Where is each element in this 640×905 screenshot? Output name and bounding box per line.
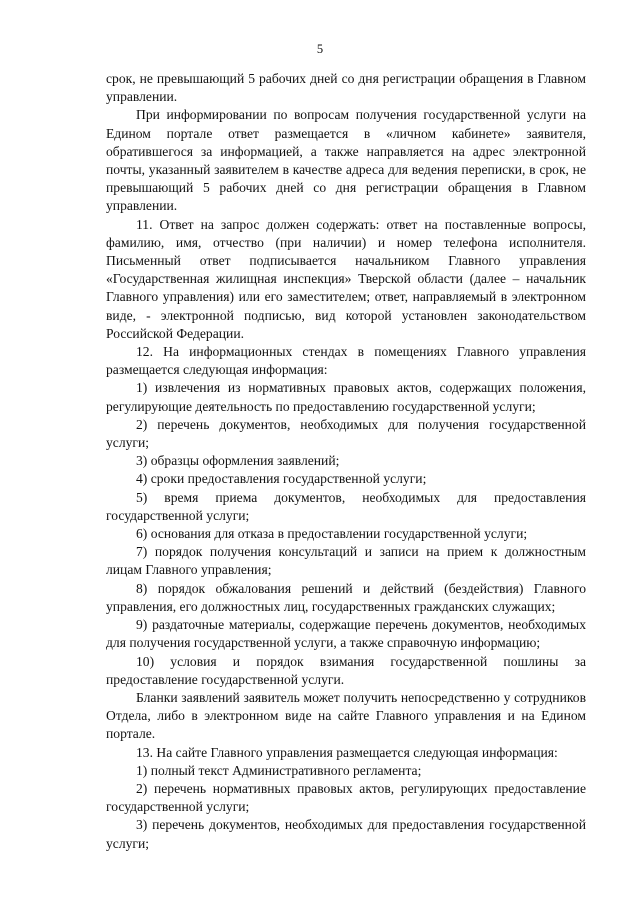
list-item: 8) порядок обжалования решений и действий (бездействия) Главного управления, его должностных лиц, государственных гражданских служащих;: [106, 580, 586, 614]
paragraph-11: 11. Ответ на запрос должен содержать: ответ на поставленные вопросы, фамилию, имя, отчество (при наличии) и номер телефона исполнителя. Письменный ответ подписывается начальником Главного управления «Государственная жилищная инспекция» Тверской области (далее – начальник Главного управления) или его заместителем; ответ, направляемый в электронном виде, - электронной подписью, вид которой установлен законодательством Российской Федерации.: [106, 216, 586, 341]
list-item: 1) извлечения из нормативных правовых актов, содержащих положения, регулирующие деятельность по предоставлению государственной услуги;: [106, 380, 586, 414]
list-item: 4) сроки предоставления государственной услуги;: [136, 471, 427, 487]
page-number: 5: [316, 42, 324, 56]
paragraph-forms: Бланки заявлений заявитель может получить непосредственно у сотрудников Отдела, либо в электронном виде на сайте Главного управления и на Едином портале.: [106, 689, 586, 742]
list-item: 2) перечень документов, необходимых для получения государственной услуги;: [106, 416, 586, 451]
list-item: 3) перечень документов, необходимых для предоставления государственной услуги;: [106, 817, 586, 851]
paragraph-continuation: срок, не превышающий 5 рабочих дней со дня регистрации обращения в Главном управлении.: [106, 71, 586, 105]
list-item: 2) перечень нормативных правовых актов, регулирующих предоставление государственной услуги;: [106, 780, 586, 815]
list-item: 5) время приема документов, необходимых для предоставления государственной услуги;: [106, 489, 586, 523]
list-item: 3) образцы оформления заявлений;: [136, 453, 340, 469]
list-item: 6) основания для отказа в предоставлении государственной услуги;: [136, 526, 528, 542]
list-item: 7) порядок получения консультаций и записи на прием к должностным лицам Главного управления;: [106, 544, 586, 578]
paragraph-portal-info: При информировании по вопросам получения государственной услуги на Едином портале ответ размещается в «личном кабинете» заявителя, обратившегося за информацией, а также направляется на адрес электронной почты, указанный заявителем в качестве адреса для ведения переписки, в срок, не превышающий 5 рабочих дней со дня регистрации обращения в Главном управлении.: [106, 107, 586, 214]
list-item: 9) раздаточные материалы, содержащие перечень документов, необходимых для получения государственной услуги, а также справочную информацию;: [106, 617, 586, 651]
list-item: 1) полный текст Административного регламента;: [136, 762, 422, 778]
document-body: [106, 70, 586, 853]
paragraph-12: 12. На информационных стендах в помещениях Главного управления размещается следующая информация:: [106, 344, 586, 378]
list-item: 10) условия и порядок взимания государственной пошлины за предоставление государственной услуги.: [106, 653, 586, 687]
paragraph-13: 13. На сайте Главного управления размещается следующая информация:: [136, 744, 558, 760]
